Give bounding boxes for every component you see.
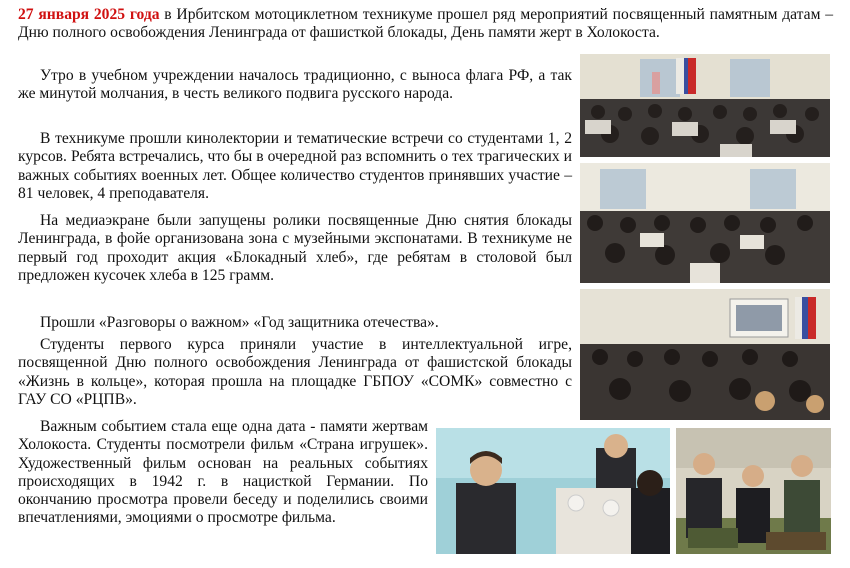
event-date: 27 января 2025 года (18, 6, 160, 23)
paragraph-holocaust: Важным событием стала еще одна дата - памяти жертвам Холокоста. Студенты посмотрели фильм «Страна игрушек». Художественный фильм основан на реальных событиях происходящих в 1942 г. в нацисткой Германии. По окончанию просмотра провели беседу и поделились своими впечатлениями, эмоциями о просмотре фильма. (18, 418, 428, 527)
museum-exhibit-photo (676, 428, 831, 554)
paragraph-media: На медиаэкране были запущены ролики посвященные Дню снятия блокады Ленинграда, в фойе организована зона с музейными экспонатами. В техникуме не первый год проходит акция «Блокадный хлеб», где ребятам в столовой был предложен кусочек хлеба в 125 грамм. (18, 212, 572, 284)
paragraph-talks: Прошли «Разговоры о важном» «Год защитника отечества». (40, 314, 439, 331)
intro-text: в Ирбитском мотоциклетном техникуме прошел ряд мероприятий посвященный памятным датам – Дню полного освобождения Ленинграда от фашисткой блокады, День памяти жерт в Холокоста. (18, 6, 834, 42)
film-screening-photo (580, 289, 830, 420)
blockade-bread-photo (436, 428, 670, 554)
auditorium-photo-1 (580, 54, 830, 157)
auditorium-photo-2 (580, 163, 830, 283)
paragraph-flag: Утро в учебном учреждении началось традиционно, с выноса флага РФ, а так же минутой молчания, в честь великого подвига русского народа. (18, 67, 572, 103)
intro-paragraph (18, 6, 833, 43)
paragraph-game: Студенты первого курса приняли участие в интеллектуальной игре, посвященной Дню полного освобождения Ленинграда от фашистской блокады «Жизнь в кольце», которая прошла на площадке ГБПОУ «СОМК» совместно с ГАУ СО «РЦПВ». (18, 336, 572, 408)
paragraph-lectures: В техникуме прошли кинолектории и тематические встречи со студентами 1, 2 курсов. Ребята встречались, что бы в очередной раз вспомнить о тех трагических и важных событиях военных лет. Общее количество студентов принявших участие – 81 человек, 4 преподавателя. (18, 130, 572, 202)
